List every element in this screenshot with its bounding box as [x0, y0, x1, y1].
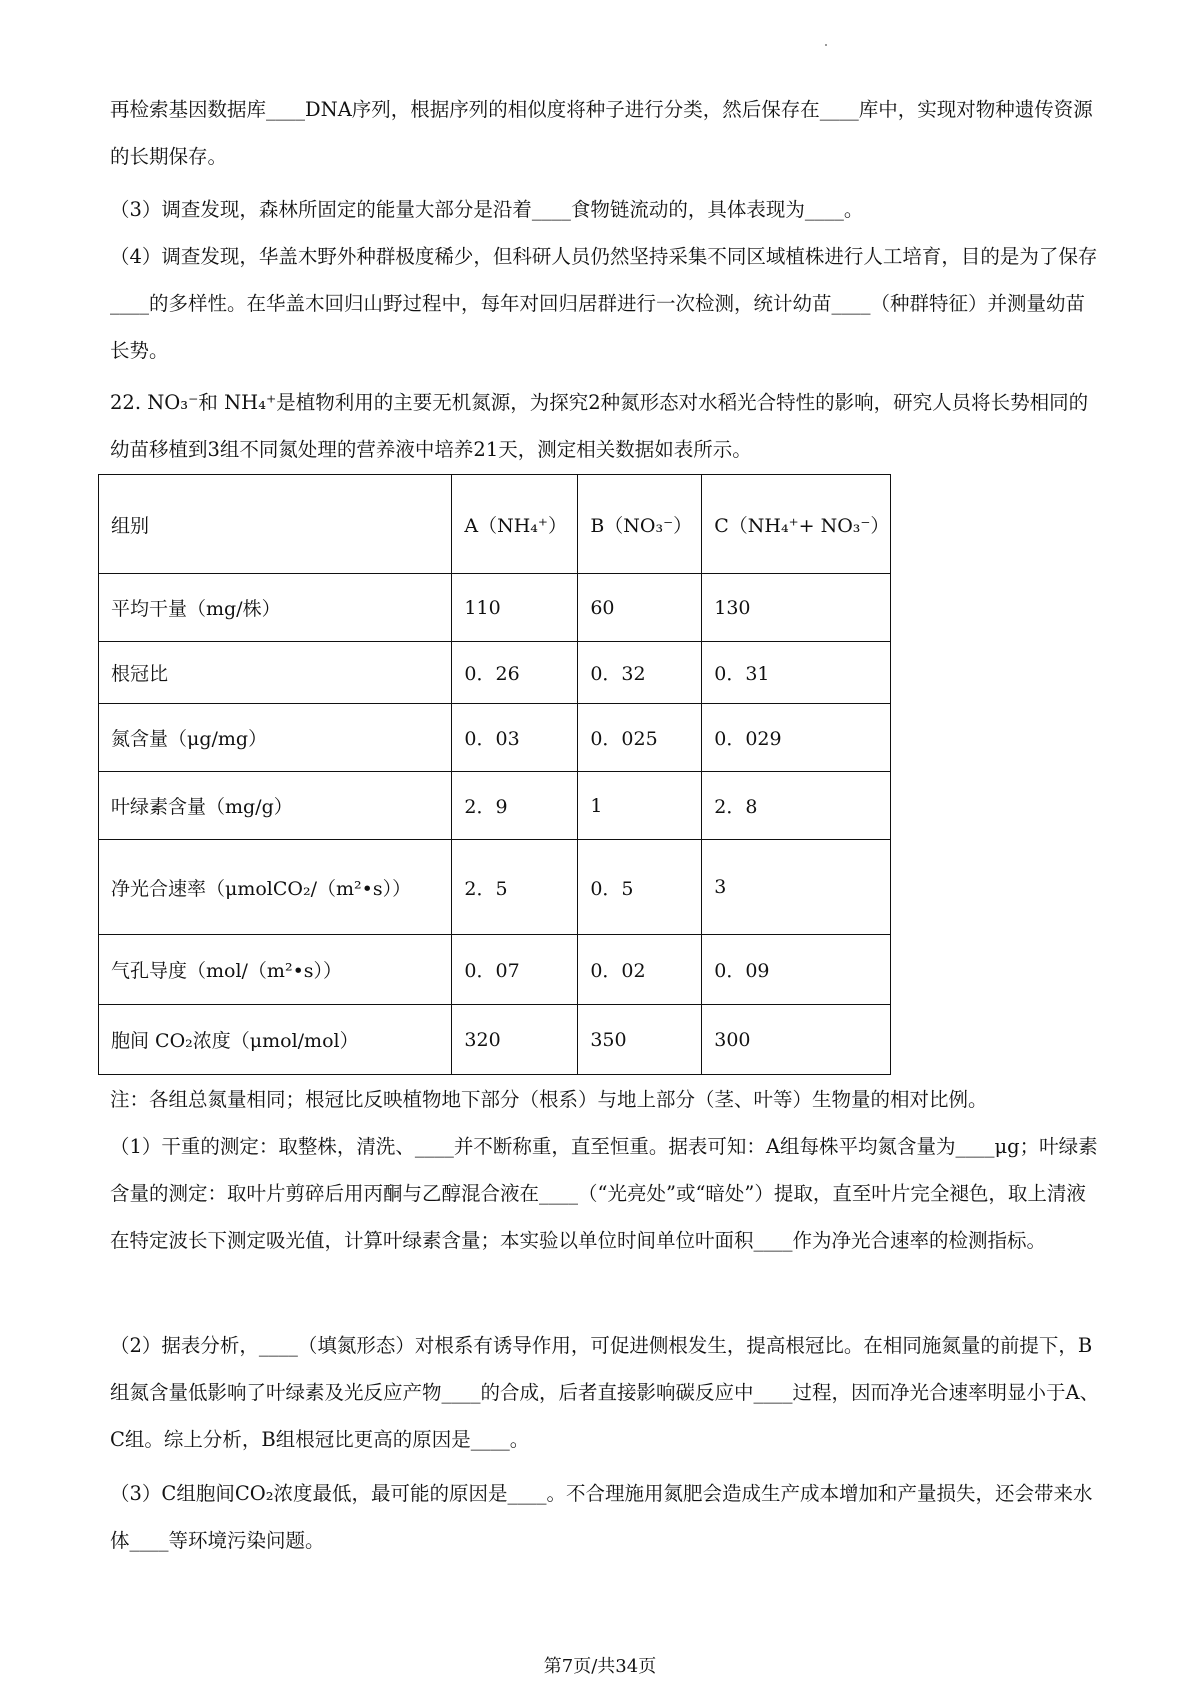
- table-cell: 60: [578, 574, 702, 642]
- table-row: [99, 840, 891, 935]
- sub-question-1: （1）干重的测定：取整株，清洗、____并不断称重，直至恒重。据表可知：A组每株平均氮含量为____μg；叶绿素含量的测定：取叶片剪碎后用丙酮与乙醇混合液在____（“光亮处”或“暗处”）提取，直至叶片完全褪色，取上清液在特定波长下测定吸光值，计算叶绿素含量；本实验以单位时间单位叶面积____作为净光合速率的检测指标。: [110, 1135, 1098, 1252]
- table-cell: 2．9: [452, 772, 578, 840]
- table-cell: 0．07: [452, 935, 578, 1005]
- table-row: [99, 642, 891, 704]
- table-row: [99, 1005, 891, 1075]
- paragraph-1: 再检索基因数据库____DNA序列，根据序列的相似度将种子进行分类，然后保存在____库中，实现对物种遗传资源的长期保存。: [110, 98, 1093, 168]
- sub-question-2: （2）据表分析，____（填氮形态）对根系有诱导作用，可促进侧根发生，提高根冠比。在相同施氮量的前提下，B组氮含量低影响了叶绿素及光反应产物____的合成，后者直接影响碳反应中____过程，因而净光合速率明显小于A、C组。综上分析，B组根冠比更高的原因是____。: [110, 1334, 1100, 1451]
- table-cell: 0．029: [702, 704, 891, 772]
- table-cell: 110: [452, 574, 578, 642]
- table-cell: 0．03: [452, 704, 578, 772]
- table-cell: 1: [578, 772, 702, 840]
- table-header-cell: B（NO₃⁻）: [578, 475, 702, 574]
- table-cell: 氮含量（μg/mg）: [99, 704, 452, 772]
- table-cell: 0．02: [578, 935, 702, 1005]
- table-cell: 2．8: [702, 772, 891, 840]
- table-cell: 胞间 CO₂浓度（μmol/mol）: [99, 1005, 452, 1075]
- table-header-cell: A（NH₄⁺）: [452, 475, 578, 574]
- table-cell: 0．025: [578, 704, 702, 772]
- table-header-cell: 组别: [99, 475, 452, 574]
- table-cell: 净光合速率（μmolCO₂/（m²•s））: [99, 840, 452, 935]
- table-cell: 3: [702, 840, 891, 935]
- table-cell: 0．26: [452, 642, 578, 704]
- table-header-row: [99, 475, 891, 574]
- table-header-cell: C（NH₄⁺+ NO₃⁻）: [702, 475, 891, 574]
- table-row: [99, 704, 891, 772]
- table-cell: 根冠比: [99, 642, 452, 704]
- table-cell: 130: [702, 574, 891, 642]
- table-cell: 0．5: [578, 840, 702, 935]
- paragraph-3: （4）调查发现，华盖木野外种群极度稀少，但科研人员仍然坚持采集不同区域植株进行人工培育，目的是为了保存____的多样性。在华盖木回归山野过程中，每年对回归居群进行一次检测，统计幼苗____（种群特征）并测量幼苗长势。: [110, 245, 1098, 362]
- table-cell: 350: [578, 1005, 702, 1075]
- table-cell: 0．32: [578, 642, 702, 704]
- question-22-intro: 22. NO₃⁻和 NH₄⁺是植物利用的主要无机氮源，为探究2种氮形态对水稻光合特性的影响，研究人员将长势相同的幼苗移植到3组不同氮处理的营养液中培养21天，测定相关数据如表所示。: [110, 391, 1089, 461]
- page-footer: 第7页/共34页: [543, 1656, 657, 1677]
- data-table: [98, 474, 891, 1075]
- table-cell: 2．5: [452, 840, 578, 935]
- table-row: [99, 574, 891, 642]
- table-cell: 平均干量（mg/株）: [99, 574, 452, 642]
- table-cell: 气孔导度（mol/（m²•s））: [99, 935, 452, 1005]
- paragraph-2: （3）调查发现，森林所固定的能量大部分是沿着____食物链流动的，具体表现为____。: [110, 198, 864, 221]
- table-cell: 320: [452, 1005, 578, 1075]
- sub-question-3: （3）C组胞间CO₂浓度最低，最可能的原因是____。不合理施用氮肥会造成生产成本增加和产量损失，还会带来水体____等环境污染问题。: [110, 1482, 1093, 1552]
- table-cell: 叶绿素含量（mg/g）: [99, 772, 452, 840]
- table-cell: 300: [702, 1005, 891, 1075]
- table-row: [99, 935, 891, 1005]
- corner-dot: [825, 44, 827, 46]
- table-cell: 0．09: [702, 935, 891, 1005]
- table-row: [99, 772, 891, 840]
- table-cell: 0．31: [702, 642, 891, 704]
- table-note: 注：各组总氮量相同；根冠比反映植物地下部分（根系）与地上部分（茎、叶等）生物量的相对比例。: [110, 1088, 988, 1111]
